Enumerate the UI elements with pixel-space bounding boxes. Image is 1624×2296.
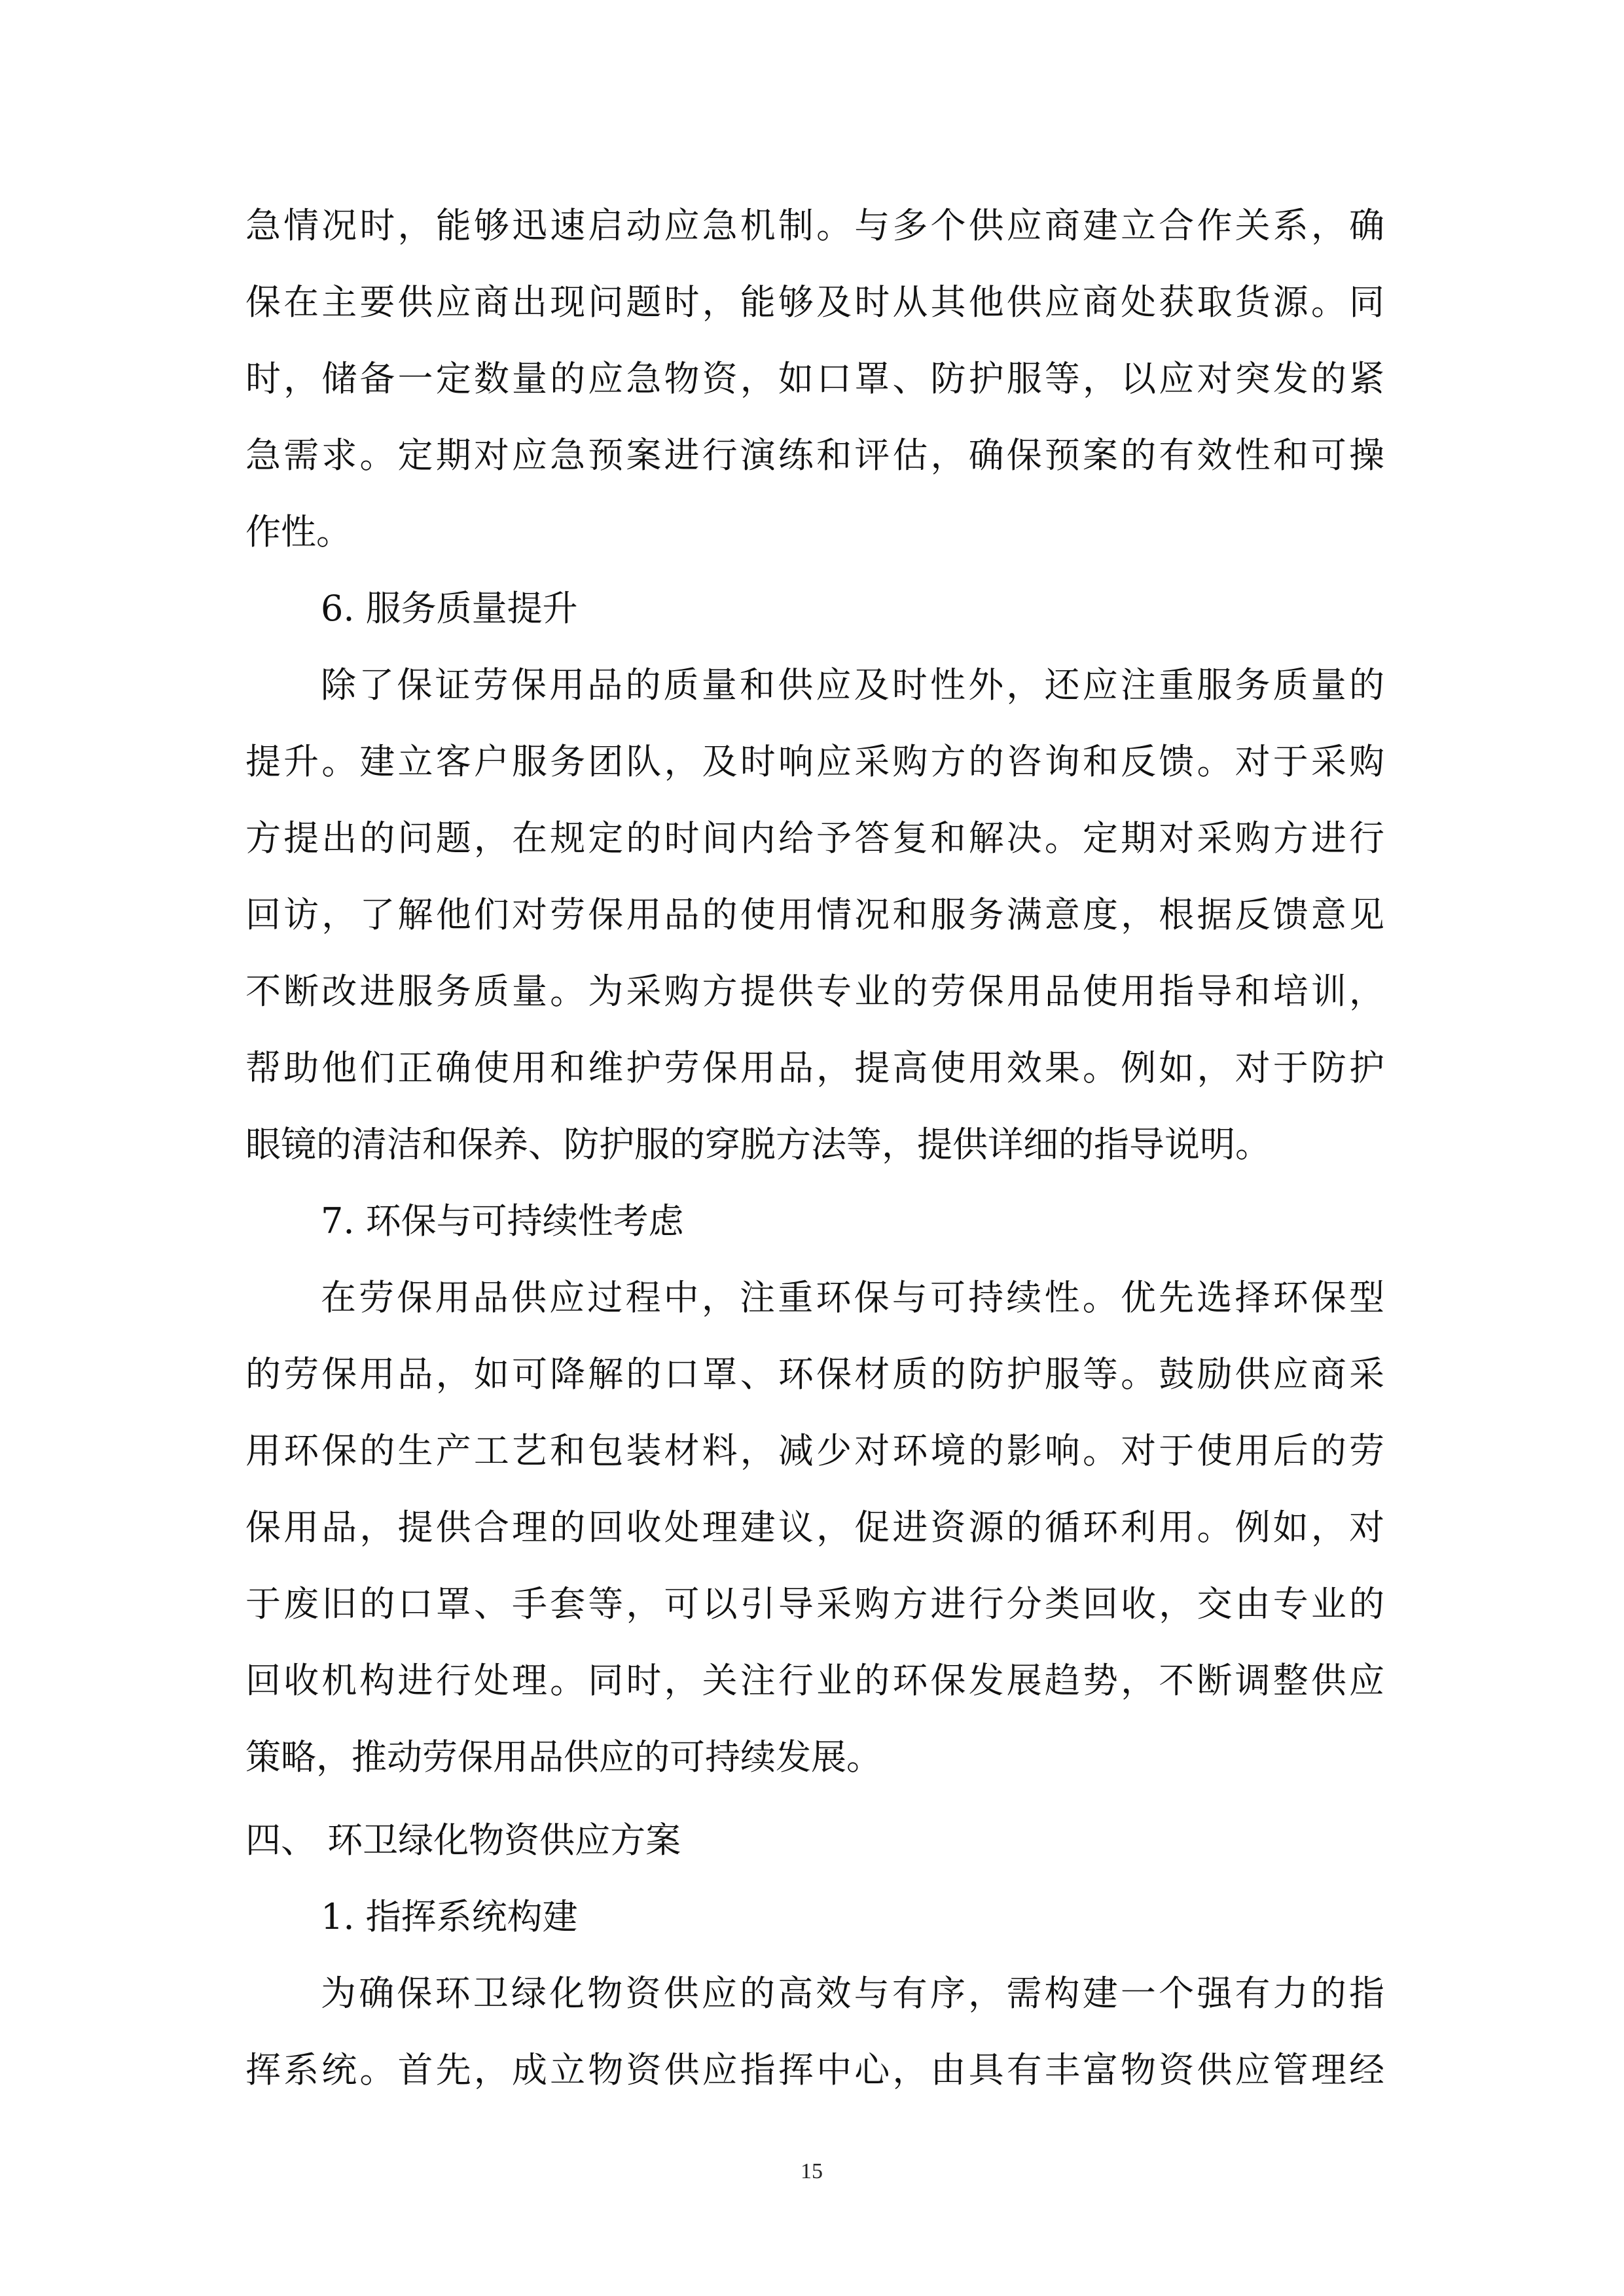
paragraph-line: 急需求。定期对应急预案进行演练和评估，确保预案的有效性和可操 bbox=[245, 435, 1384, 476]
section-heading-6: 6. 服务质量提升 bbox=[321, 588, 578, 629]
section-heading-7: 7. 环保与可持续性考虑 bbox=[321, 1200, 684, 1242]
section-heading-1: 1. 指挥系统构建 bbox=[321, 1896, 578, 1937]
paragraph-line: 提升。建立客户服务团队，及时响应采购方的咨询和反馈。对于采购 bbox=[245, 741, 1384, 782]
page-number: 15 bbox=[801, 2159, 823, 2183]
paragraph-line: 在劳保用品供应过程中，注重环保与可持续性。优先选择环保型 bbox=[321, 1277, 1384, 1318]
paragraph-line: 回收机构进行处理。同时，关注行业的环保发展趋势，不断调整供应 bbox=[245, 1660, 1384, 1701]
paragraph-line: 帮助他们正确使用和维护劳保用品，提高使用效果。例如，对于防护 bbox=[245, 1047, 1384, 1088]
paragraph-line: 除了保证劳保用品的质量和供应及时性外，还应注重服务质量的 bbox=[321, 664, 1384, 706]
paragraph-line: 保用品，提供合理的回收处理建议，促进资源的循环利用。例如，对 bbox=[245, 1507, 1384, 1548]
paragraph-line: 回访，了解他们对劳保用品的使用情况和服务满意度，根据反馈意见 bbox=[245, 894, 1384, 935]
paragraph-line: 急情况时，能够迅速启动应急机制。与多个供应商建立合作关系，确 bbox=[245, 205, 1384, 246]
paragraph-line: 的劳保用品，如可降解的口罩、环保材质的防护服等。鼓励供应商采 bbox=[245, 1354, 1384, 1395]
paragraph-line: 保在主要供应商出现问题时，能够及时从其他供应商处获取货源。同 bbox=[245, 281, 1384, 323]
paragraph-line: 策略，推动劳保用品供应的可持续发展。 bbox=[245, 1736, 882, 1778]
paragraph-line: 挥系统。首先，成立物资供应指挥中心，由具有丰富物资供应管理经 bbox=[245, 2049, 1384, 2090]
paragraph-line: 用环保的生产工艺和包装材料，减少对环境的影响。对于使用后的劳 bbox=[245, 1430, 1384, 1471]
paragraph-line: 眼镜的清洁和保养、防护服的穿脱方法等，提供详细的指导说明。 bbox=[245, 1124, 1271, 1165]
paragraph-line: 作性。 bbox=[245, 511, 352, 552]
paragraph-line: 于废旧的口罩、手套等，可以引导采购方进行分类回收，交由专业的 bbox=[245, 1583, 1384, 1624]
paragraph-line: 方提出的问题，在规定的时间内给予答复和解决。定期对采购方进行 bbox=[245, 817, 1384, 859]
chapter-heading-4: 四、 环卫绿化物资供应方案 bbox=[245, 1820, 681, 1861]
paragraph-line: 不断改进服务质量。为采购方提供专业的劳保用品使用指导和培训， bbox=[245, 971, 1384, 1012]
paragraph-line: 时，储备一定数量的应急物资，如口罩、防护服等，以应对突发的紧 bbox=[245, 358, 1384, 399]
paragraph-line: 为确保环卫绿化物资供应的高效与有序，需构建一个强有力的指 bbox=[321, 1973, 1384, 2014]
